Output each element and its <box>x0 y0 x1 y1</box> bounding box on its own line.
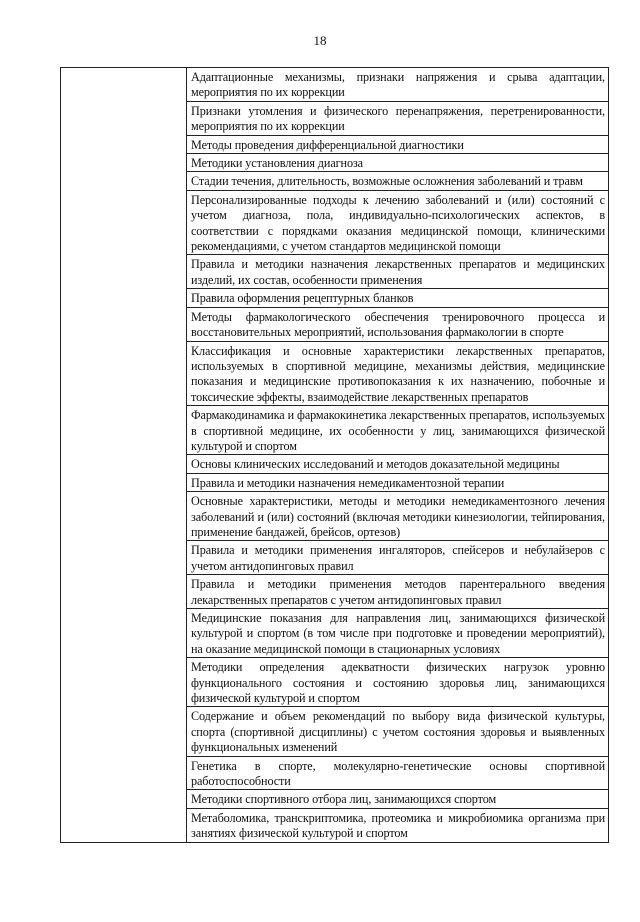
knowledge-item: Классификация и основные характеристики лекарственных препаратов, используемых в спортивной медицине, механизмы действия, медицинские показания и медицинские противопоказания к их назначению, побочные и токсические эффекты, взаимодействие лекарственных препаратов <box>187 341 609 406</box>
knowledge-item: Методы проведения дифференциальной диагностики <box>187 135 609 153</box>
knowledge-item: Содержание и объем рекомендаций по выбору вида физической культуры, спорта (спортивной дисциплины) с учетом состояния здоровья и выявленных функциональных изменений <box>187 707 609 756</box>
knowledge-item: Методики установления диагноза <box>187 154 609 172</box>
page-number: 18 <box>313 33 327 48</box>
row-label-cell <box>61 68 187 843</box>
knowledge-item: Фармакодинамика и фармакокинетика лекарственных препаратов, используемых в спортивной медицине, их особенности у лиц, занимающихся физической культурой и спортом <box>187 406 609 455</box>
knowledge-item: Медицинские показания для направления лиц, занимающихся физической культурой и спортом (в том числе при подготовке и проведении мероприятий), на оказание медицинской помощи в стационарных условиях <box>187 609 609 658</box>
knowledge-item: Методы фармакологического обеспечения тренировочного процесса и восстановительных мероприятий, использования фармакологии в спорте <box>187 307 609 341</box>
knowledge-item: Правила и методики назначения лекарственных препаратов и медицинских изделий, их состав, особенности применения <box>187 255 609 289</box>
knowledge-item: Методики определения адекватности физических нагрузок уровню функционального состояния и состоянию здоровья лиц, занимающихся физической культурой и спортом <box>187 658 609 707</box>
knowledge-item: Основные характеристики, методы и методики немедикаментозного лечения заболеваний и (или) состояний (включая методики кинезиологии, тейпирования, применение бандажей, брейсов, ортезов) <box>187 492 609 541</box>
knowledge-item: Генетика в спорте, молекулярно-генетические основы спортивной работоспособности <box>187 756 609 790</box>
knowledge-item: Стадии течения, длительность, возможные осложнения заболеваний и травм <box>187 172 609 190</box>
table-row <box>61 68 609 102</box>
knowledge-item: Основы клинических исследований и методов доказательной медицины <box>187 455 609 473</box>
knowledge-item: Правила и методики назначения немедикаментозной терапии <box>187 473 609 491</box>
knowledge-item: Методики спортивного отбора лиц, занимающихся спортом <box>187 790 609 808</box>
knowledge-item: Адаптационные механизмы, признаки напряжения и срыва адаптации, мероприятия по их коррекции <box>187 68 609 102</box>
knowledge-item: Правила оформления рецептурных бланков <box>187 289 609 307</box>
knowledge-item: Правила и методики применения ингаляторов, спейсеров и небулайзеров с учетом антидопинговых правил <box>187 541 609 575</box>
knowledge-item: Признаки утомления и физического перенапряжения, перетренированности, мероприятия по их коррекции <box>187 101 609 135</box>
knowledge-item: Персонализированные подходы к лечению заболеваний и (или) состояний с учетом диагноза, пола, индивидуально-психологических аспектов, в соответствии с порядками оказания медицинской помощи, клиническими рекомендациями, с учетом стандартов медицинской помощи <box>187 190 609 255</box>
knowledge-item: Метаболомика, транскриптомика, протеомика и микробиомика организма при занятиях физической культурой и спортом <box>187 808 609 842</box>
knowledge-table <box>60 67 609 843</box>
knowledge-item: Правила и методики применения методов парентерального введения лекарственных препаратов с учетом антидопинговых правил <box>187 575 609 609</box>
